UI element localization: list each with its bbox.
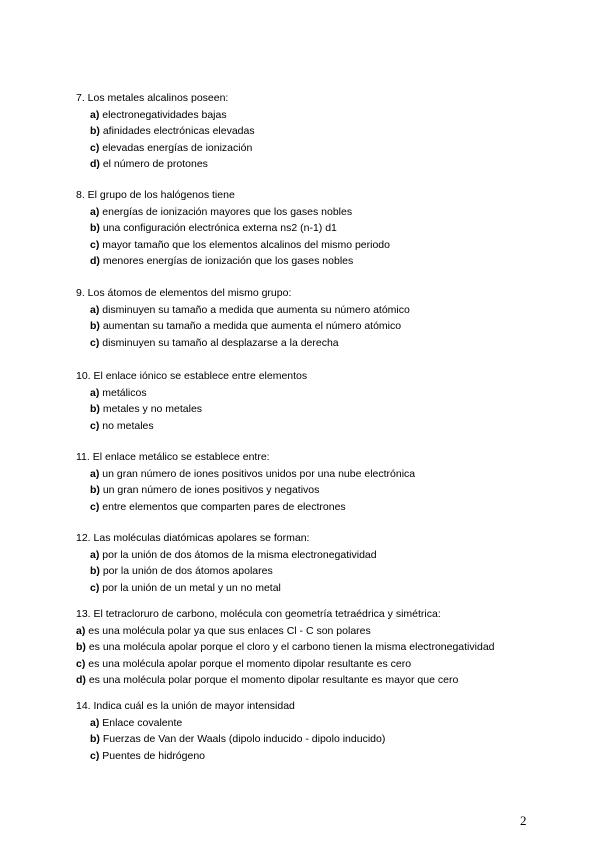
option-c <box>76 499 586 516</box>
option-letter: c) <box>76 657 86 670</box>
option-b <box>76 401 586 418</box>
option-letter: c) <box>90 749 100 762</box>
page-number: 2 <box>520 813 527 828</box>
option-text: entre elementos que comparten pares de electrones <box>99 500 346 513</box>
option-text: metales y no metales <box>99 403 203 415</box>
option-letter: b) <box>90 403 100 415</box>
question-title: 7. Los metales alcalinos poseen: <box>76 92 229 104</box>
question-title: 9. Los átomos de elementos del mismo grupo: <box>76 287 292 299</box>
option-a <box>76 204 586 221</box>
option-letter: c) <box>90 581 100 594</box>
option-text: mayor tamaño que los elementos alcalinos del mismo periodo <box>99 238 390 251</box>
option-letter: b) <box>90 565 100 577</box>
option-text: por la unión de dos átomos de la misma electronegatividad <box>99 548 377 561</box>
option-c <box>76 748 586 765</box>
question-9 <box>76 285 586 351</box>
option-a <box>76 623 586 640</box>
question-13 <box>76 606 586 689</box>
option-text: disminuyen su tamaño a medida que aumenta su número atómico <box>99 303 410 316</box>
option-c <box>76 656 586 673</box>
option-letter: c) <box>90 141 100 154</box>
option-text: un gran número de iones positivos unidos por una nube electrónica <box>99 467 416 480</box>
option-letter: b) <box>90 320 100 332</box>
question-title: 11. El enlace metálico se establece entre: <box>76 451 270 463</box>
option-text: es una molécula polar porque el momento dipolar resultante es mayor que cero <box>85 674 459 686</box>
option-letter: a) <box>90 548 100 561</box>
option-text: es una molécula polar ya que sus enlaces Cl - C son polares <box>85 624 371 637</box>
option-text: Fuerzas de Van der Waals (dipolo inducido - dipolo inducido) <box>99 733 386 745</box>
question-10 <box>76 368 586 434</box>
option-text: electronegatividades bajas <box>99 108 227 121</box>
question-title: 8. El grupo de los halógenos tiene <box>76 189 235 201</box>
option-text: metálicos <box>99 386 147 399</box>
option-d <box>76 672 586 689</box>
option-letter: a) <box>90 386 100 399</box>
option-text: Enlace covalente <box>99 716 183 729</box>
option-a <box>76 466 586 483</box>
option-letter: a) <box>76 624 86 637</box>
question-title: 12. Las moléculas diatómicas apolares se forman: <box>76 532 310 544</box>
option-text: el número de protones <box>99 158 208 170</box>
option-a <box>76 715 586 732</box>
question-7 <box>76 90 586 173</box>
option-b <box>76 123 586 140</box>
option-letter: c) <box>90 500 100 513</box>
option-b <box>76 220 586 237</box>
option-text: elevadas energías de ionización <box>99 141 253 154</box>
question-12 <box>76 530 586 596</box>
option-b <box>76 482 586 499</box>
question-11 <box>76 449 586 515</box>
option-text: Puentes de hidrógeno <box>99 749 206 762</box>
option-b <box>76 563 586 580</box>
option-text: disminuyen su tamaño al desplazarse a la derecha <box>99 336 339 349</box>
option-letter: c) <box>90 419 100 432</box>
option-letter: a) <box>90 108 100 121</box>
option-d <box>76 253 586 270</box>
option-letter: d) <box>90 255 100 267</box>
option-a <box>76 385 586 402</box>
option-d <box>76 156 586 173</box>
option-a <box>76 302 586 319</box>
option-text: energías de ionización mayores que los gases nobles <box>99 205 353 218</box>
question-title: 14. Indica cuál es la unión de mayor intensidad <box>76 700 295 712</box>
option-letter: c) <box>90 238 100 251</box>
option-letter: b) <box>90 484 100 496</box>
option-a <box>76 547 586 564</box>
option-letter: b) <box>76 641 86 653</box>
option-text: es una molécula apolar porque el cloro y el carbono tienen la misma electronegatividad <box>85 641 495 653</box>
option-letter: d) <box>76 674 86 686</box>
option-c <box>76 140 586 157</box>
option-text: una configuración electrónica externa ns2 (n-1) d1 <box>99 222 337 234</box>
option-c <box>76 237 586 254</box>
option-text: afinidades electrónicas elevadas <box>99 125 255 137</box>
option-letter: b) <box>90 125 100 137</box>
option-letter: d) <box>90 158 100 170</box>
option-b <box>76 731 586 748</box>
question-8 <box>76 187 586 270</box>
option-letter: a) <box>90 205 100 218</box>
question-title: 10. El enlace iónico se establece entre elementos <box>76 370 308 382</box>
option-letter: c) <box>90 336 100 349</box>
option-letter: a) <box>90 303 100 316</box>
option-text: por la unión de un metal y un no metal <box>99 581 281 594</box>
option-text: un gran número de iones positivos y negativos <box>99 484 320 496</box>
option-letter: b) <box>90 733 100 745</box>
option-b <box>76 318 586 335</box>
option-c <box>76 580 586 597</box>
option-b <box>76 639 586 656</box>
option-a <box>76 107 586 124</box>
option-text: por la unión de dos átomos apolares <box>99 565 273 577</box>
question-14 <box>76 698 586 764</box>
option-c <box>76 335 586 352</box>
option-text: aumentan su tamaño a medida que aumenta el número atómico <box>99 320 402 332</box>
option-letter: a) <box>90 467 100 480</box>
option-text: no metales <box>99 419 154 432</box>
option-c <box>76 418 586 435</box>
question-title: 13. El tetracloruro de carbono, molécula con geometría tetraédrica y simétrica: <box>76 608 441 620</box>
option-letter: a) <box>90 716 100 729</box>
option-text: menores energías de ionización que los gases nobles <box>99 255 354 267</box>
option-text: es una molécula apolar porque el momento dipolar resultante es cero <box>85 657 412 670</box>
option-letter: b) <box>90 222 100 234</box>
